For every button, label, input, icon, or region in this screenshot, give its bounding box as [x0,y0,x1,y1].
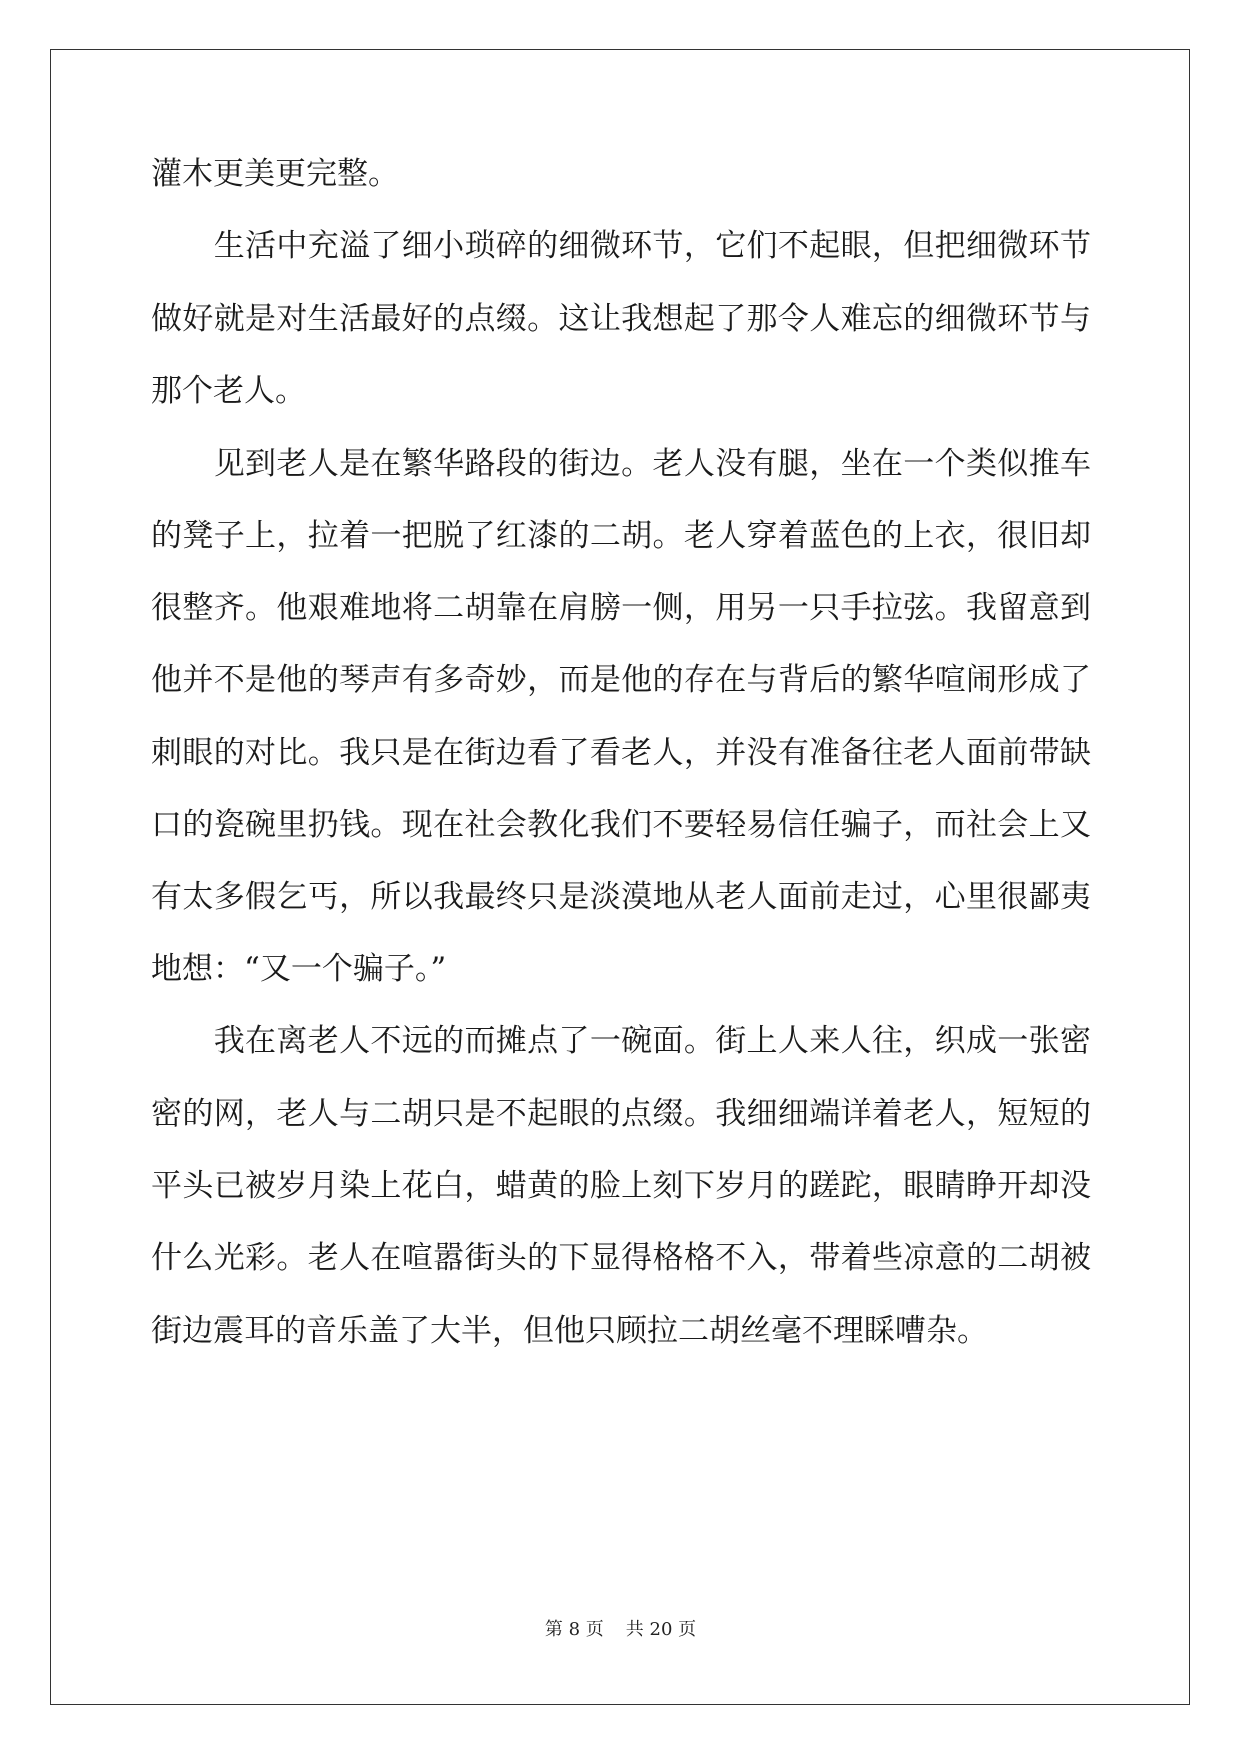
text-line: 的凳子上，拉着一把脱了红漆的二胡。老人穿着蓝色的上衣，很旧却 [151,518,1091,554]
text-line: 什么光彩。老人在喧嚣街头的下显得格格不入，带着些凉意的二胡被 [151,1240,1091,1276]
text-line: 口的瓷碗里扔钱。现在社会教化我们不要轻易信任骗子，而社会上又 [151,807,1091,843]
text-line: 那个老人。 [151,373,306,409]
text-line: 地想：“又一个骗子。” [151,951,447,987]
text-line: 密的网，老人与二胡只是不起眼的点缀。我细细端详着老人，短短的 [151,1096,1091,1132]
page-number-total: 共 20 页 [625,1619,697,1640]
text-line: 生活中充溢了细小琐碎的细微环节，它们不起眼，但把细微环节 [151,228,1091,264]
text-line: 见到老人是在繁华路段的街边。老人没有腿，坐在一个类似推车 [151,446,1091,482]
text-line: 街边震耳的音乐盖了大半，但他只顾拉二胡丝毫不理睬嘈杂。 [151,1313,988,1349]
text-line: 平头已被岁月染上花白，蜡黄的脸上刻下岁月的蹉跎，眼睛睁开却没 [151,1168,1091,1204]
text-line: 刺眼的对比。我只是在街边看了看老人，并没有准备往老人面前带缺 [151,735,1091,771]
text-line: 做好就是对生活最好的点缀。这让我想起了那令人难忘的细微环节与 [151,301,1091,337]
text-line: 他并不是他的琴声有多奇妙，而是他的存在与背后的繁华喧闹形成了 [151,662,1091,698]
text-line: 灌木更美更完整。 [151,156,399,192]
text-line: 很整齐。他艰难地将二胡靠在肩膀一侧，用另一只手拉弦。我留意到 [151,590,1091,626]
page-number-current: 第 8 页 [544,1619,604,1640]
text-line: 有太多假乞丐，所以我最终只是淡漠地从老人面前走过，心里很鄙夷 [151,879,1091,915]
page-footer [0,1618,1241,1642]
text-line: 我在离老人不远的而摊点了一碗面。街上人来人往，织成一张密 [151,1023,1091,1059]
